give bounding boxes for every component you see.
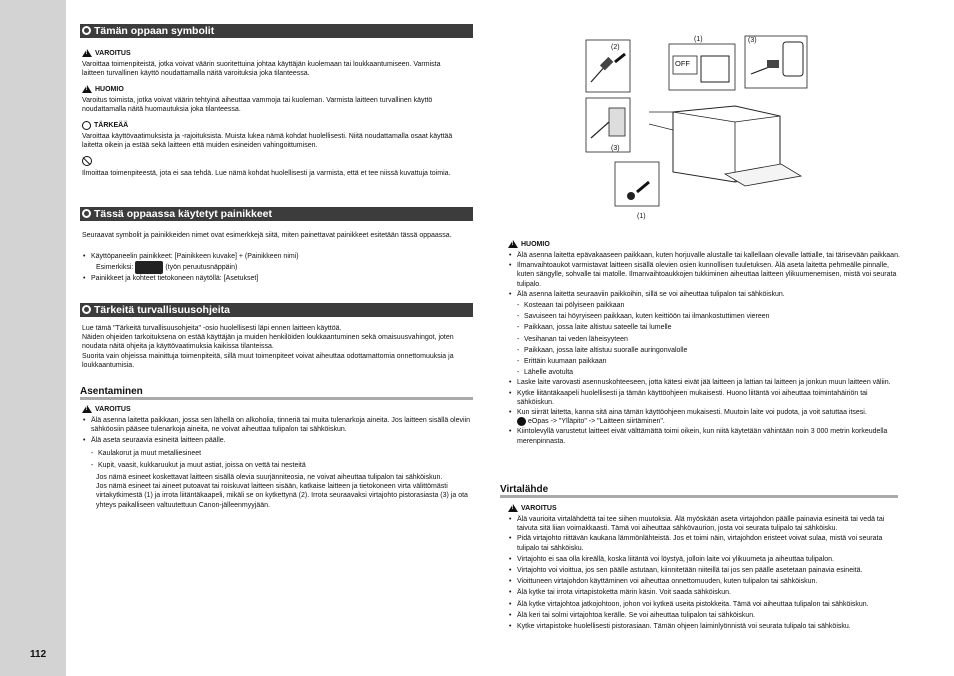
- safety-intro: Lue tämä "Tärkeitä turvallisuusohjeita" -osio huolellisesti läpi ennen laitteen käyttöä. Näiden ohjeiden tarkoituksena on estää käyttäjän ja muiden henkilöiden loukkaantuminen sekä omaisuusvahingot, joten noudata näitä ohjeita ja käyttövaatimuksia kaikissa tilanteissa. Suorita vain ohjeissa mainittuja toimenpiteitä, sillä muut toimenpiteet voivat aiheuttaa odottamattomia onnettomuuksia ja loukkaantumisia.: [82, 325, 454, 369]
- port-shape: [609, 108, 625, 136]
- power-switch-icon: [627, 192, 635, 200]
- section-icon: [82, 305, 91, 314]
- section-header: Tärkeitä turvallisuusohjeita: [80, 303, 473, 317]
- list-item: • Kytke virtapistoke huolellisesti pistorasiaan. Tämän ohjeen laiminlyönnistä voi seurata tulipalo tai sähköisku.: [508, 622, 900, 631]
- list-item: • Älä kytke virtajohtoa jatkojohtoon, johon voi kytkeä useita pistokkeita. Tämä voi aiheuttaa tulipalon tai sähköiskun.: [508, 600, 900, 609]
- eoppas-icon: [517, 417, 526, 426]
- list-item: • Virtajohto ei saa olla kireällä, koska liitäntä voi löystyä, jolloin laite voi ylikuumeta ja aiheuttaa tulipalon.: [508, 555, 900, 564]
- list-item: - Vesihanan tai veden läheisyyteen: [508, 335, 900, 344]
- list-item: • Vioittuneen virtajohdon käyttäminen voi aiheuttaa onnettomuuden, kuten tulipalon tai sähköiskun.: [508, 577, 900, 586]
- section-icon: [82, 26, 91, 35]
- warning-heading: ! VAROITUS: [82, 49, 131, 57]
- caution-heading: ! HUOMIO: [508, 240, 550, 248]
- power-list: [508, 515, 900, 631]
- list-item: • Älä keri tai solmi virtajohtoa kerälle. Se voi aiheuttaa tulipalon tai sähköiskun.: [508, 611, 900, 620]
- printer-figure: [585, 34, 825, 224]
- list-item: - Kaulakorut ja muut metalliesineet: [82, 449, 474, 458]
- caution-text: Varoitus toimista, jotka voivat väärin tehtyinä aiheuttaa vammoja tai kuoleman. Varmista laitteen turvallinen käyttö noudattamalla näitä huomautuksia joka tilanteessa.: [82, 97, 433, 114]
- caution-icon: [508, 240, 518, 248]
- figure-label: (1): [637, 213, 646, 220]
- installation-title: Asentaminen: [80, 386, 473, 400]
- installation-list: [82, 416, 474, 510]
- list-item: • Virtajohto voi vioittua, jos sen päälle astutaan, kiinnitetään niiteillä tai jos sen päälle asetetaan painavia esineitä.: [508, 566, 900, 575]
- list-item: Esimerkiksi: (työn peruutusnäppäin): [82, 261, 472, 274]
- list-item: Jos nämä esineet koskettavat laitteen sisällä olevia suurjänniteosia, ne voivat aiheuttaa tulipalon tai sähköiskun. Jos nämä esineet tai aineet putoavat tai roiskuvat laitteen sisään, katkaise laitteen ja tietokoneen virta välittömästi virtakytkimestä (1) ja irrota liitäntäkaapeli, mikäli se on kytkettynä (2). Irrota seuraavaksi virtajohto pistorasiasta (3) ja ota yhteys paikalliseen valtuutettuun Canon-jälleenmyyjään.: [96, 474, 468, 509]
- list-item: • Älä vaurioita virtalähdettä tai tee siihen muutoksia. Älä myöskään aseta virtajohdon päälle painavia esineitä tai vedä tai taivuta sitä liian voimakkaasti. Tämä voi aiheuttaa sähkövaurion, josta voi seurata tulipalo tai sähköisku.: [508, 515, 900, 533]
- list-item: - Savuiseen tai höyryiseen paikkaan, kuten keittiöön tai ilmankostuttimen viereen: [508, 312, 900, 321]
- socket-shape: [783, 42, 803, 76]
- figure-label: (3): [611, 145, 620, 152]
- important-text: Varoittaa käyttövaatimuksista ja -rajoituksista. Muista lukea nämä kohdat huolellisesti. Niitä noudattamalla osaat käyttää laitetta oikein ja estää sekä laitteen että muiden esineiden vahingoittumisen.: [82, 133, 453, 150]
- off-label: OFF: [675, 59, 690, 68]
- printer-illustration: [585, 34, 825, 224]
- stop-key-icon: [135, 261, 163, 274]
- list-item: - Erittäin kuumaan paikkaan: [508, 357, 900, 366]
- buttons-list: [82, 252, 472, 283]
- figure-label: (3): [748, 37, 757, 44]
- prohibited-text: Ilmoittaa toimenpiteestä, jota ei saa tehdä. Lue nämä kohdat huolellisesti ja varmista, että et tee niissä kuvattuja toimia.: [82, 170, 451, 177]
- power-title: Virtalähde: [500, 484, 898, 498]
- important-heading: TÄRKEÄÄ: [82, 121, 128, 130]
- list-item: • Painikkeet ja kohteet tietokoneen näytöllä: [Asetukset]: [82, 274, 472, 283]
- list-item: - Paikkaan, jossa laite altistuu suoralle auringonvalolle: [508, 346, 900, 355]
- list-item: • Älä asenna laitetta seuraaviin paikkoihin, sillä se voi aiheuttaa tulipalon tai sähköiskun.: [508, 290, 900, 299]
- prohibited-icon: [82, 156, 92, 166]
- list-item: - Lähelle avotulta: [508, 368, 900, 377]
- buttons-intro: Seuraavat symbolit ja painikkeiden nimet ovat esimerkkejä siitä, miten painettavat painikkeet esitetään tässä oppaassa.: [82, 232, 452, 239]
- list-item: - Kosteaan tai pölyiseen paikkaan: [508, 301, 900, 310]
- list-item: • Käyttöpaneelin painikkeet: [Painikkeen kuvake] + (Painikkeen nimi): [82, 252, 472, 261]
- caution-list: [508, 251, 900, 446]
- list-item: - Kupit, vaasit, kukkaruukut ja muut astiat, joissa on vettä tai nesteitä: [82, 461, 474, 470]
- warning-icon: [82, 405, 92, 413]
- list-item: • Älä asenna laitetta paikkaan, jossa sen lähellä on alkoholia, tinneriä tai muita tulenarkoja aineita. Jos laitteen sisällä oleviin sähköosiin pääsee tulenarkoja aineita, ne voivat aiheuttaa tulipalon tai sähköiskun.: [82, 416, 474, 434]
- eoppas-link[interactable]: eOpas -> "Ylläpito" -> "Laitteen siirtäminen".: [528, 418, 665, 426]
- list-item: • Älä asenna laitetta epävakaaseen paikkaan, kuten horjuvalle alustalle tai kallellaan olevalle lattialle, tai tärisevään paikkaan.: [508, 251, 900, 260]
- figure-label: (2): [611, 44, 620, 51]
- warning-heading: ! VAROITUS: [82, 405, 131, 413]
- list-item: • Laske laite varovasti asennuskohteeseen, jotta kätesi eivät jää laitteen ja lattian tai laitteen ja jonkun muun laitteen väliin.: [508, 378, 900, 387]
- warning-text: Varoittaa toimenpiteistä, jotka voivat väärin suoritettuina johtaa käyttäjän kuolemaan tai loukkaantumiseen. Varmista laitteen turvallinen käyttö noudattamalla näitä varoituksia joka tilanteessa.: [82, 61, 441, 78]
- list-item: - Paikkaan, jossa laite altistuu sateelle tai lumelle: [508, 323, 900, 332]
- plug-shape: [767, 60, 779, 68]
- list-item: • Kytke liitäntäkaapeli huolellisesti ja tämän käyttöohjeen mukaisesti. Huono liitäntä voi aiheuttaa toimintahäiriön tai sähköiskun.: [508, 389, 900, 407]
- page-number: 112: [30, 649, 47, 660]
- list-item: • Kiintolevyllä varustetut laitteet eivät välttämättä toimi oikein, kun niitä käytetään vähintään noin 3 000 metrin korkeudella merenpinnasta.: [508, 427, 900, 445]
- caution-heading: ! HUOMIO: [82, 85, 124, 93]
- list-item: • Älä kytke tai irrota virtapistoketta märin käsin. Voit saada sähköiskun.: [508, 588, 900, 597]
- inset-switch-detail: [615, 162, 659, 206]
- section-header: Tämän oppaan symbolit: [80, 24, 473, 38]
- list-item: • Pidä virtajohto riittävän kaukana lämmönlähteistä. Jos et toimi näin, virtajohdon eristeet voivat sulaa, mistä voi seurata tulipalo tai sähköisku.: [508, 534, 900, 552]
- warning-icon: [82, 49, 92, 57]
- figure-label: (1): [694, 36, 703, 43]
- important-icon: [82, 121, 91, 130]
- section-icon: [82, 209, 91, 218]
- device-shape: [701, 56, 729, 82]
- callout-lines: [649, 112, 673, 130]
- list-item: • Kun siirrät laitetta, kanna sitä aina tämän käyttöohjeen mukaisesti. Muutoin laite voi pudota, ja voit satuttaa itsesi. eOpas -> "Ylläpito" -> "Laitteen siirtäminen".: [508, 408, 900, 426]
- caution-icon: [82, 85, 92, 93]
- page-gutter: [0, 0, 66, 676]
- list-item: • Ilmanvaihtoaukot varmistavat laitteen sisällä olevien osien kunnollisen tuuletuksen. Älä aseta laitetta pehmeälle pinnalle, kuten sängylle, sohvalle tai matolle. Ilmanvaihtoaukkojen tukkiminen aiheuttaa laitteen ylikuumenemisen, mistä voi seurata tulipalo.: [508, 261, 900, 289]
- section-header: Tässä oppaassa käytetyt painikkeet: [80, 207, 473, 221]
- list-item: • Älä aseta seuraavia esineitä laitteen päälle.: [82, 436, 474, 445]
- warning-icon: [508, 504, 518, 512]
- warning-heading: ! VAROITUS: [508, 504, 557, 512]
